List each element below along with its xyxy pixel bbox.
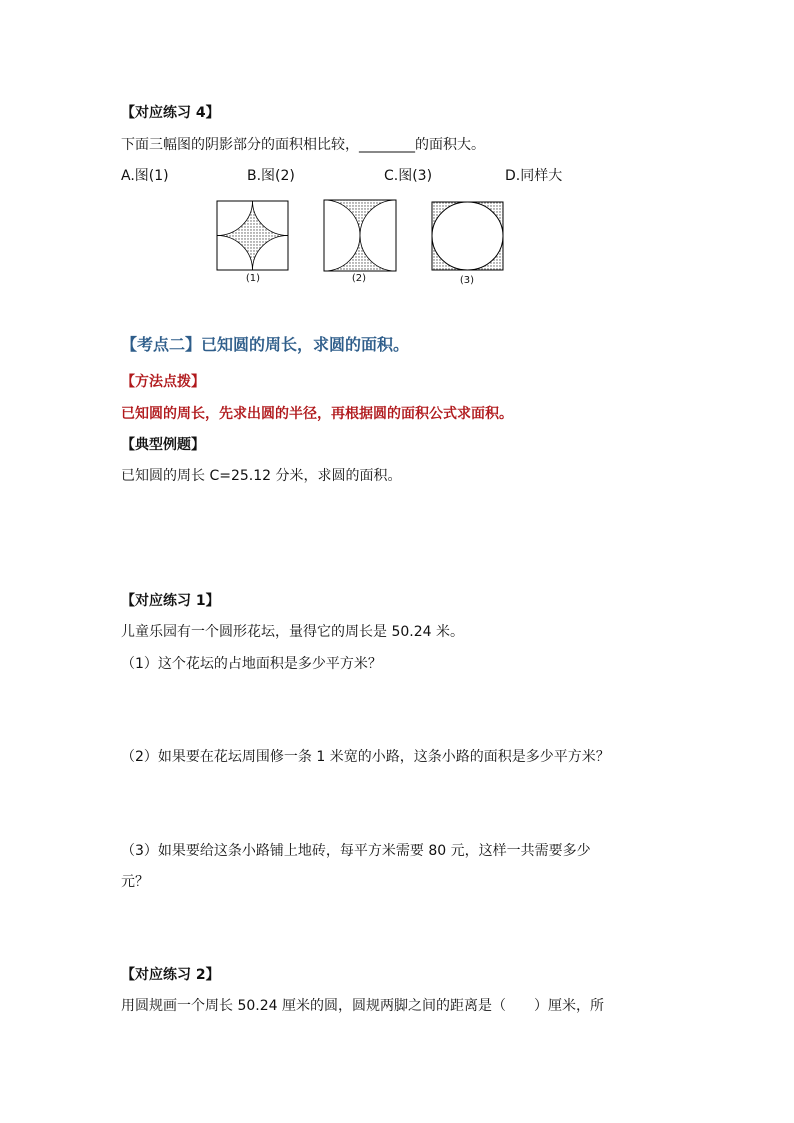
practice1-q3-line2: 元？ [121,874,149,890]
figure-1 [217,201,288,270]
figure-2 [324,200,396,271]
method-text: 已知圆的周长，先求出圆的半径，再根据圆的面积公式求面积。 [121,406,513,422]
practice2-heading: 【对应练习 2】 [121,967,220,983]
practice1-q2: （2）如果要在花坛周围修一条 1 米宽的小路，这条小路的面积是多少平方米？ [121,749,610,765]
practice2-text: 用圆规画一个周长 50.24 厘米的圆，圆规两脚之间的距离是（ ）厘米，所 [121,998,604,1014]
practice1-q1: （1）这个花坛的占地面积是多少平方米？ [121,656,382,672]
figure-1-label: (1) [245,273,261,284]
option-b: B.图(2) [247,168,295,184]
figure-3-label: (3) [459,275,475,286]
practice4-heading: 【对应练习 4】 [121,105,220,121]
practice1-intro: 儿童乐园有一个圆形花坛，量得它的周长是 50.24 米。 [121,624,464,640]
practice1-heading: 【对应练习 1】 [121,593,220,609]
practice1-q3-line1: （3）如果要给这条小路铺上地砖，每平方米需要 80 元，这样一共需要多少 [121,843,591,859]
practice4-question: 下面三幅图的阴影部分的面积相比较，________的面积大。 [121,137,485,153]
option-c: C.图(3) [384,168,433,184]
example-text: 已知圆的周长 C=25.12 分米，求圆的面积。 [121,468,402,484]
method-heading: 【方法点拨】 [121,374,205,390]
option-d: D.同样大 [505,168,563,184]
kaodian2-title: 【考点二】已知圆的周长，求圆的面积。 [121,335,410,354]
shaded-figures [214,199,514,274]
example-heading: 【典型例题】 [121,437,205,453]
figure-2-label: (2) [351,273,367,284]
option-a: A.图(1) [121,168,169,184]
figure-3 [432,202,503,270]
